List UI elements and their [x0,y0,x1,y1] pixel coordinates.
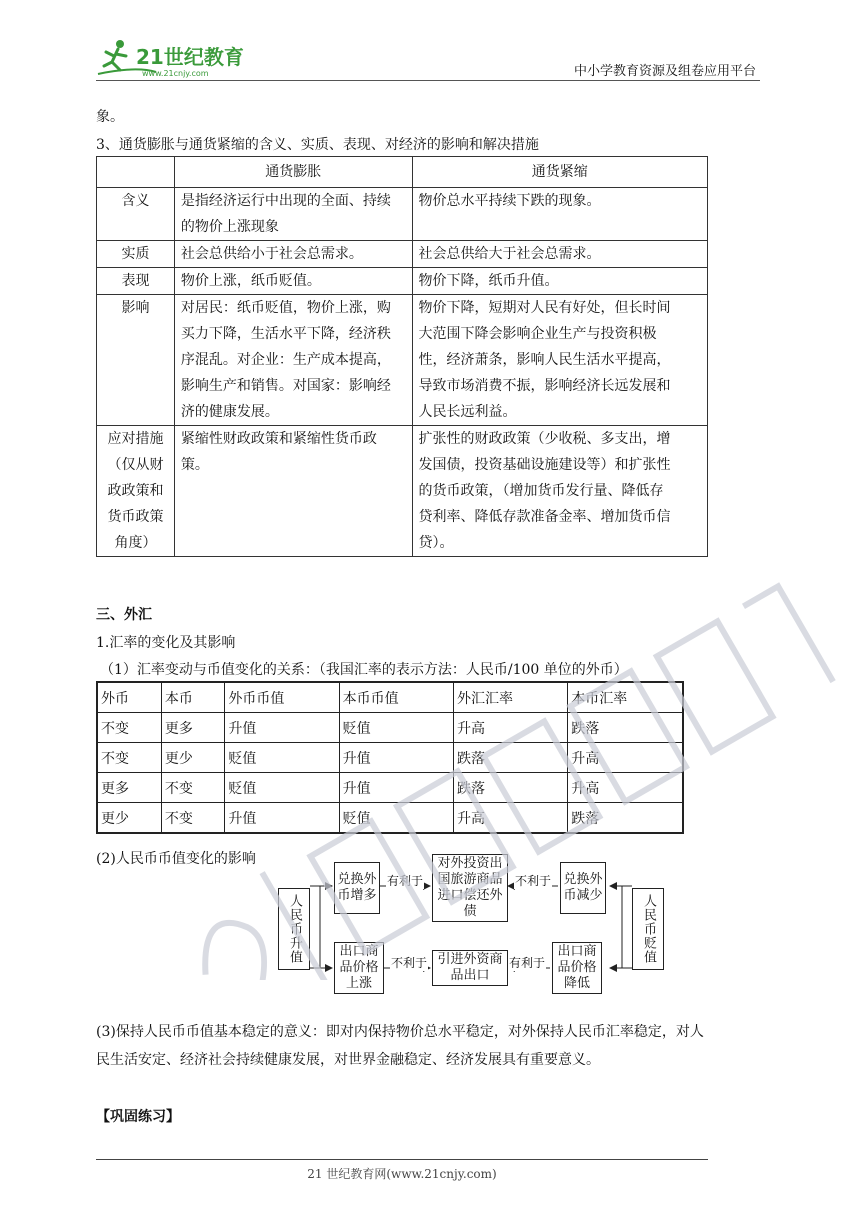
cell-line: 济的健康发展。 [180,404,279,420]
table-header-cell: 通货膨胀 [174,157,412,188]
cell-line: 贷）。 [418,535,454,551]
table-cell: 升高 [568,743,683,773]
rmb-effect-title: (2)人民币币值变化的影响 [96,851,256,867]
footer-text: 21 世纪教育网(www.21cnjy.com) [307,1167,497,1181]
table-cell: 贬值 [225,773,339,803]
table-header-row [97,157,708,188]
table-header-cell: 外币 [97,682,161,713]
table-cell: 更少 [161,743,224,773]
deflation-cell [412,268,708,295]
cell-line: 对居民：纸币贬值，物价上涨，购 [180,300,391,316]
table-header-cell [97,157,175,188]
table-cell: 升值 [225,713,339,743]
inflation-cell [174,188,412,241]
unfavorable-label: 不利于 [515,874,552,888]
cell-line: 物价总水平持续下跌的现象。 [418,193,601,209]
exchange-rate-table [96,681,684,834]
table-cell: 不变 [97,743,161,773]
deflation-cell [412,295,708,426]
cell-line: 物价上涨，纸币贬值。 [180,273,321,289]
table-cell: 升高 [453,803,567,834]
table-row [97,803,683,834]
row-label: 实质 [97,241,175,268]
cell-line: 物价下降，短期对人民有好处，但长时间 [418,300,671,316]
table-header-cell: 通货紧缩 [412,157,708,188]
favorable-label: 有利于 [387,874,424,888]
table-cell: 贬值 [339,803,453,834]
table-cell: 更多 [161,713,224,743]
row-label: 影响 [97,295,175,426]
forex-title: 三、外汇 [96,607,152,623]
table-row [97,713,683,743]
table-row [97,426,708,557]
export-price-down-box: 出口商品价格降低 [552,942,602,994]
cell-line: 序混乱。对企业：生产成本提高， [180,352,391,368]
deflation-cell [412,426,708,557]
rmb-appreciation-box: 人民币升值 [278,888,310,970]
inflation-cell [174,268,412,295]
label-line: （仅从财 [107,457,164,473]
cell-line: 影响生产和销售。对国家：影响经 [180,378,391,394]
deflation-cell [412,188,708,241]
practice-title: 【巩固练习】 [96,1109,180,1125]
cell-line: 大范围下降会影响企业生产与投资积极 [418,326,657,342]
foreign-capital-export-box: 引进外资商品出口 [432,950,508,986]
cell-line: 导致市场消费不振，影响经济长远发展和 [418,378,671,394]
site-logo [96,36,266,82]
cell-line: 是指经济运行中出现的全面、持续 [180,193,391,209]
table-cell: 更少 [97,803,161,834]
table-cell: 升值 [339,773,453,803]
logo-url: www.21cnjy.com [142,69,209,78]
platform-name: 中小学教育资源及组卷应用平台 [573,64,756,79]
exchange-less-box: 兑换外币减少 [560,862,606,914]
rmb-effect-diagram [274,850,668,998]
table-cell: 不变 [97,713,161,743]
table-header-row [97,682,683,713]
stability-line-2: 民生活安定、经济社会持续健康发展，对世界金融稳定、经济发展具有重要意义。 [96,1052,600,1068]
table-cell: 跌落 [568,713,683,743]
cell-line: 紧缩性财政政策和紧缩性货币政 [180,431,377,447]
forex-sub1-1: （1）汇率变动与币值变化的关系：（我国汇率的表示方法：人民币/100 单位的外币） [100,662,628,678]
cell-line: 贷利率、降低存款准备金率、增加货币信 [418,509,671,525]
inflation-cell [174,426,412,557]
table-row [97,268,708,295]
section3-title: 3、通货膨胀与通货紧缩的含义、实质、表现、对经济的影响和解决措施 [96,137,539,153]
cell-line: 发国债，投资基础设施建设等）和扩张性 [418,457,671,473]
investment-import-box: 对外投资出国旅游商品进口偿还外债 [432,854,508,922]
table-cell: 跌落 [453,773,567,803]
footer-divider [96,1159,708,1160]
cell-line: 人民长远利益。 [418,404,517,420]
table-cell: 贬值 [225,743,339,773]
row-label [97,426,175,557]
cell-line: 扩张性的财政政策（少收税、多支出，增 [418,431,671,447]
forex-sub1: 1.汇率的变化及其影响 [96,635,236,651]
table-row [97,295,708,426]
rmb-depreciation-box: 人民币贬值 [632,888,664,970]
table-header-cell: 本币 [161,682,224,713]
table-header-cell: 外汇汇率 [453,682,567,713]
favorable-label: 有利于 [509,956,546,970]
table-cell: 升值 [225,803,339,834]
inflation-cell [174,295,412,426]
table-cell: 不变 [161,773,224,803]
cell-line: 社会总供给大于社会总需求。 [418,246,601,262]
table-row [97,188,708,241]
label-line: 货币政策 [107,509,164,525]
table-header-cell: 本币币值 [339,682,453,713]
table-cell: 升值 [339,743,453,773]
exchange-more-box: 兑换外币增多 [334,862,380,914]
table-header-cell: 本币汇率 [568,682,683,713]
table-row [97,743,683,773]
label-line: 政政策和 [107,483,164,499]
table-cell: 跌落 [453,743,567,773]
stability-line-1: (3)保持人民币币值基本稳定的意义：即对内保持物价总水平稳定，对外保持人民币汇率稳定，对人 [96,1024,704,1040]
label-line: 角度） [114,535,157,551]
cell-line: 物价下降，纸币升值。 [418,273,559,289]
export-price-up-box: 出口商品价格上涨 [334,942,384,994]
header-divider [96,80,760,81]
table-cell: 不变 [161,803,224,834]
inflation-cell [174,241,412,268]
inflation-deflation-table [96,156,708,557]
table-row [97,241,708,268]
logo-text: 21世纪教育 [136,45,244,69]
table-cell: 跌落 [568,803,683,834]
table-cell: 更多 [97,773,161,803]
cell-line: 社会总供给小于社会总需求。 [180,246,363,262]
table-cell: 贬值 [339,713,453,743]
table-cell: 升高 [568,773,683,803]
table-row [97,773,683,803]
unfavorable-label: 不利于 [391,956,428,970]
deflation-cell [412,241,708,268]
row-label: 含义 [97,188,175,241]
table-cell: 升高 [453,713,567,743]
row-label: 表现 [97,268,175,295]
cell-line: 策。 [180,457,209,473]
continued-text: 象。 [96,109,124,125]
cell-line: 的货币政策，（增加货币发行量、降低存 [418,483,664,499]
cell-line: 买力下降，生活水平下降，经济秩 [180,326,391,342]
cell-line: 性，经济萧条，影响人民生活水平提高， [418,352,671,368]
table-header-cell: 外币币值 [225,682,339,713]
label-line: 应对措施 [107,431,164,447]
cell-line: 的物价上涨现象 [180,219,279,235]
